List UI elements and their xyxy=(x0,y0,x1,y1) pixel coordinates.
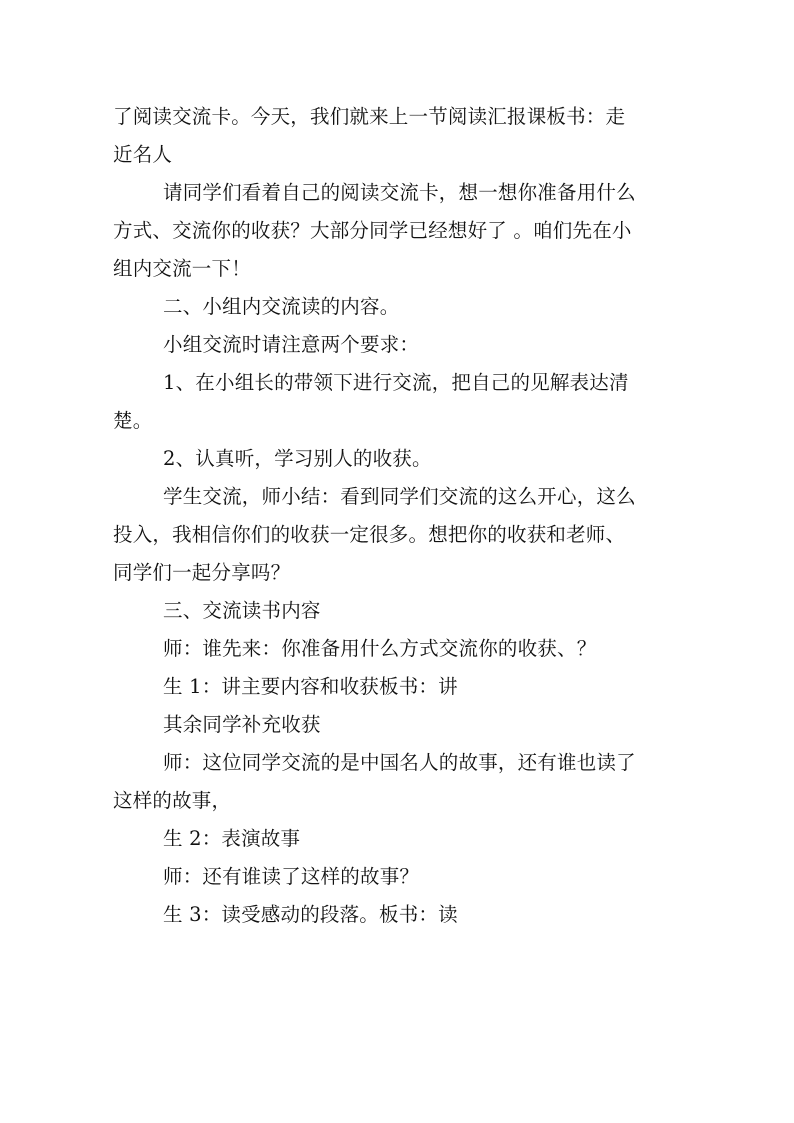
dialogue-line: 师：这位同学交流的是中国名人的故事，还有谁也读了 xyxy=(163,751,636,774)
dialogue-line: 师：还有谁读了这样的故事？ xyxy=(163,865,420,888)
list-item: 2、认真听，学习别人的收获。 xyxy=(163,447,432,470)
text-line: 学生交流，师小结：看到同学们交流的这么开心，这么 xyxy=(163,485,636,508)
section-heading: 二、小组内交流读的内容。 xyxy=(163,295,400,318)
dialogue-line: 生 2：表演故事 xyxy=(163,827,301,850)
text-line: 同学们一起分享吗？ xyxy=(113,561,291,584)
text-line: 这样的故事， xyxy=(113,789,232,812)
text-line: 请同学们看着自己的阅读交流卡，想一想你准备用什么 xyxy=(163,181,636,204)
text-line: 方式、交流你的收获？大部分同学已经想好了 。咱们先在小 xyxy=(113,219,632,242)
text-line: 组内交流一下！ xyxy=(113,257,251,280)
list-item: 1、在小组长的带领下进行交流，把自己的见解表达清 xyxy=(163,371,629,394)
document-body xyxy=(113,98,683,934)
section-heading: 三、交流读书内容 xyxy=(163,599,321,622)
text-line: 了阅读交流卡。今天，我们就来上一节阅读汇报课板书：走 xyxy=(113,105,626,128)
text-line: 楚。 xyxy=(113,409,153,432)
dialogue-line: 师：谁先来：你准备用什么方式交流你的收获、？ xyxy=(163,637,597,660)
text-line: 其余同学补充收获 xyxy=(163,713,321,736)
text-line: 小组交流时请注意两个要求： xyxy=(163,333,420,356)
text-line: 投入，我相信你们的收获一定很多。想把你的收获和老师、 xyxy=(113,523,626,546)
text-line: 近名人 xyxy=(113,143,173,166)
dialogue-line: 生 3：读受感动的段落。板书：读 xyxy=(163,903,458,926)
dialogue-line: 生 1：讲主要内容和收获板书：讲 xyxy=(163,675,458,698)
